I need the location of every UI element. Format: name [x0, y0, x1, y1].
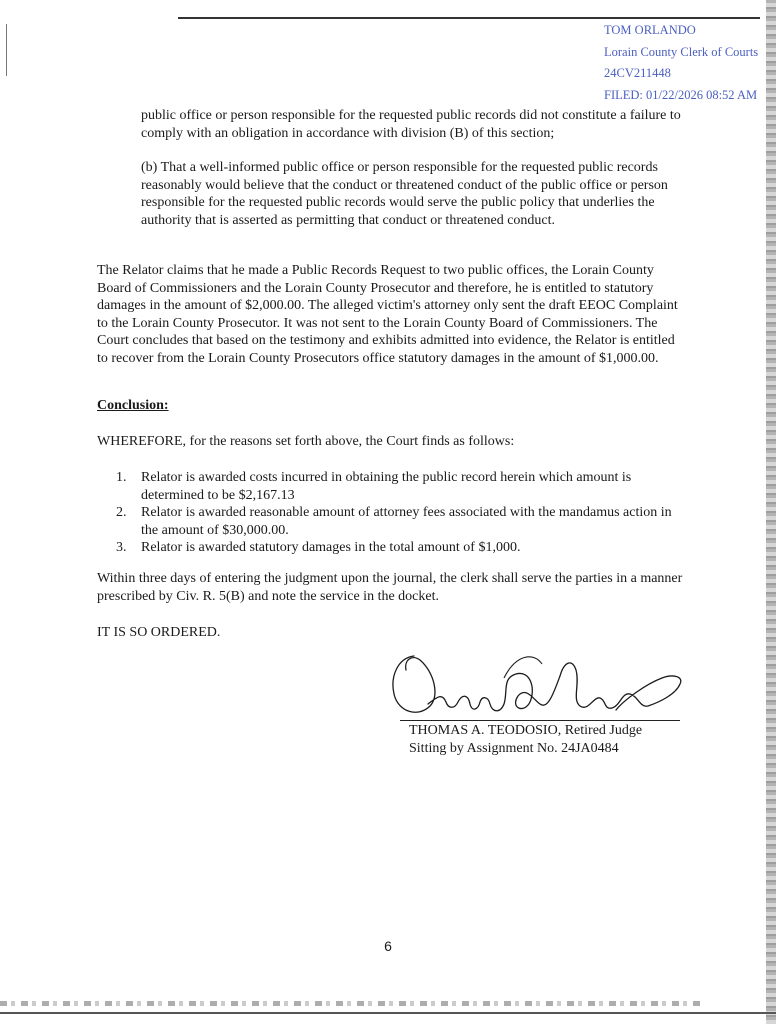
finding-item: [116, 504, 686, 539]
findings-list: [116, 469, 686, 557]
top-rule: [178, 17, 760, 19]
page-number: 6: [384, 938, 392, 954]
wherefore-text: WHEREFORE, for the reasons set forth above, the Court finds as follows:: [97, 434, 515, 449]
finding-text: Relator is awarded reasonable amount of attorney fees associated with the mandamus action in the amount of $30,000.00.: [141, 505, 672, 538]
finding-number: 1.: [116, 470, 127, 485]
scan-mark: [6, 24, 7, 76]
scan-edge-right: [766, 0, 776, 1024]
ordered-text: IT IS SO ORDERED.: [97, 625, 221, 640]
quote-continuation: public office or person responsible for the requested public records did not constitute a failure to comply with an obligation in accordance with division (B) of this section;: [141, 108, 681, 141]
finding-number: 3.: [116, 540, 127, 556]
judge-block: [409, 722, 642, 757]
bottom-rule: [0, 1012, 776, 1014]
clerk-office: Lorain County Clerk of Courts: [604, 44, 759, 59]
service-paragraph: Within three days of entering the judgment upon the journal, the clerk shall serve the parties in a manner prescribed by Civ. R. 5(B) and note the service in the docket.: [97, 571, 683, 604]
signature-line: [400, 720, 680, 721]
filing-stamp: [604, 20, 774, 106]
filed-timestamp: FILED: 01/22/2026 08:52 AM: [604, 87, 758, 102]
case-number: 24CV211448: [604, 66, 671, 80]
relator-paragraph: The Relator claims that he made a Public Records Request to two public offices, the Lorain County Board of Commissioners and the Lorain County Prosecutor and therefore, he is entitled to statutory damages in the amount of $2,000.00. The alleged victim's attorney only sent the draft EEOC Complaint to the Lorain County Prosecutor. It was not sent to the Lorain County Board of Commissioners. The Court concludes that based on the testimony and exhibits admitted into evidence, the Relator is entitled to recover from the Lorain County Prosecutors office statutory damages in the amount of $1,000.00.: [97, 263, 678, 366]
finding-text: Relator is awarded costs incurred in obtaining the public record herein which amount is determined to be $2,167.13: [141, 470, 632, 503]
finding-text: Relator is awarded statutory damages in the total amount of $1,000.: [141, 540, 521, 556]
judge-name: THOMAS A. TEODOSIO, Retired Judge: [409, 723, 643, 738]
judge-assignment: Sitting by Assignment No. 24JA0484: [409, 740, 619, 756]
finding-item: [116, 469, 686, 504]
clerk-name: TOM ORLANDO: [604, 23, 696, 37]
finding-number: 2.: [116, 505, 127, 521]
judge-signature: [384, 648, 684, 724]
conclusion-heading: Conclusion:: [97, 398, 169, 413]
finding-item: [116, 539, 686, 557]
quote-b: (b) That a well-informed public office or person responsible for the requested public records reasonably would believe that the conduct or threatened conduct of the public office or person responsible for the requested public records would serve the public policy that underlies the authority that is asserted as permitting that conduct or threatened conduct.: [141, 160, 668, 228]
scan-edge-bottom: [0, 1001, 700, 1006]
